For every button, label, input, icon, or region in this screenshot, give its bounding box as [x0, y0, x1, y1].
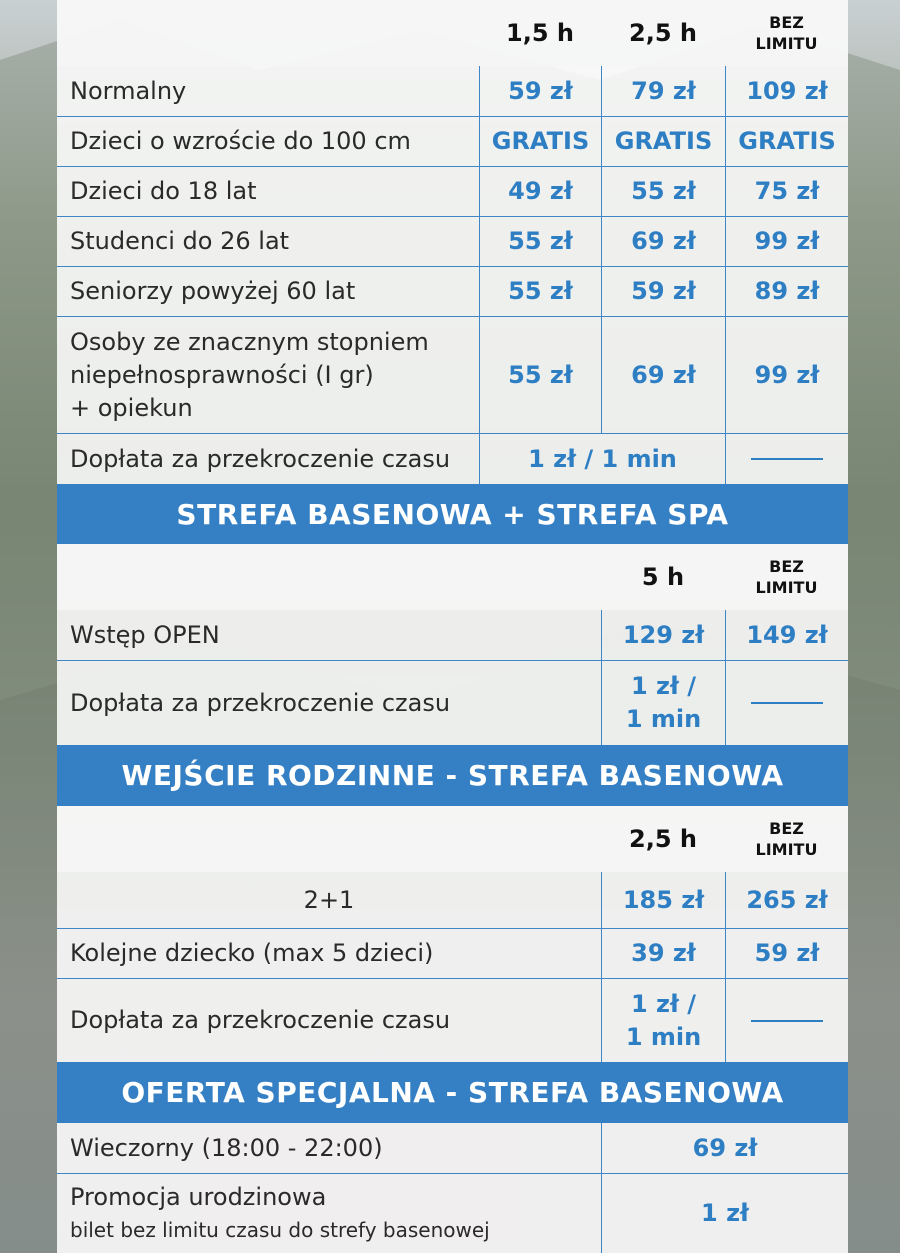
section3-header-row — [57, 806, 848, 872]
price-cell: 55 zł — [479, 267, 601, 316]
price-cell: 69 zł — [601, 1123, 848, 1173]
price-cell: 185 zł — [601, 872, 725, 928]
row-label: Seniorzy powyżej 60 lat — [70, 277, 356, 305]
row-label: Kolejne dziecko (max 5 dzieci) — [70, 939, 434, 967]
price-cell: 75 zł — [725, 167, 848, 216]
price-cell: 59 zł — [601, 267, 725, 316]
section2-header-row — [57, 544, 848, 610]
row-label: Wstęp OPEN — [70, 620, 220, 649]
header-no-limit: BEZ LIMITU — [755, 819, 818, 859]
price-cell: 109 zł — [725, 66, 848, 116]
price-cell: 69 zł — [601, 317, 725, 433]
price-cell: 99 zł — [725, 217, 848, 266]
row-label: Studenci do 26 lat — [70, 227, 290, 255]
surcharge-value: 1 zł / 1 min — [601, 979, 725, 1062]
table-row — [57, 117, 848, 166]
price-cell: 265 zł — [725, 872, 848, 928]
row-label: 2+1 — [303, 885, 355, 914]
header-2-5h: 2,5 h — [629, 19, 697, 47]
surcharge-row — [57, 661, 848, 745]
table-row — [57, 217, 848, 266]
row-label: Dzieci do 18 lat — [70, 177, 257, 205]
price-cell: 55 zł — [601, 167, 725, 216]
surcharge-value: 1 zł / 1 min — [479, 434, 725, 484]
header-1-5h: 1,5 h — [506, 19, 574, 47]
no-value-dash — [725, 979, 848, 1062]
table-row — [57, 66, 848, 116]
table-row — [57, 872, 848, 928]
row-sublabel: bilet bez limitu czasu do strefy basenowej — [70, 1217, 490, 1242]
no-value-dash — [725, 434, 848, 484]
row-label: Osoby ze znacznym stopniem niepełnosprawności (I gr) + opiekun — [70, 327, 429, 422]
price-cell: 55 zł — [479, 217, 601, 266]
table-row — [57, 1174, 848, 1253]
price-cell: 49 zł — [479, 167, 601, 216]
surcharge-value: 1 zł / 1 min — [601, 661, 725, 745]
table-row — [57, 167, 848, 216]
row-label: Dzieci o wzroście do 100 cm — [70, 127, 411, 155]
price-cell: GRATIS — [725, 117, 848, 166]
table-row — [57, 317, 848, 433]
surcharge-row — [57, 434, 848, 484]
price-cell: 55 zł — [479, 317, 601, 433]
header-no-limit: BEZ LIMITU — [755, 557, 818, 597]
price-cell: GRATIS — [479, 117, 601, 166]
row-label: Normalny — [70, 76, 187, 105]
price-cell: 59 zł — [725, 929, 848, 978]
table-row — [57, 1123, 848, 1173]
header-2-5h: 2,5 h — [629, 825, 697, 853]
price-cell: 69 zł — [601, 217, 725, 266]
no-value-dash — [725, 661, 848, 745]
price-cell: 89 zł — [725, 267, 848, 316]
section1-header-row — [57, 0, 848, 66]
table-row — [57, 929, 848, 978]
row-label: Wieczorny (18:00 - 22:00) — [70, 1133, 383, 1162]
surcharge-row — [57, 979, 848, 1062]
price-cell: 59 zł — [479, 66, 601, 116]
price-cell: GRATIS — [601, 117, 725, 166]
header-5h: 5 h — [641, 563, 685, 591]
price-cell: 39 zł — [601, 929, 725, 978]
price-cell: 1 zł — [601, 1174, 848, 1253]
price-cell: 99 zł — [725, 317, 848, 433]
table-row — [57, 610, 848, 660]
row-label: Dopłata za przekroczenie czasu — [70, 688, 451, 717]
price-cell: 129 zł — [601, 610, 725, 660]
row-label: Promocja urodzinowa bilet bez limitu czasu do strefy basenowej — [57, 1174, 601, 1253]
price-cell: 79 zł — [601, 66, 725, 116]
table-row — [57, 267, 848, 316]
section4-title: OFERTA SPECJALNA - STREFA BASENOWA — [57, 1062, 848, 1123]
row-label: Dopłata za przekroczenie czasu — [70, 1006, 451, 1034]
header-no-limit: BEZ LIMITU — [755, 13, 818, 53]
price-cell: 149 zł — [725, 610, 848, 660]
section2-title: STREFA BASENOWA + STREFA SPA — [57, 484, 848, 544]
row-label: Dopłata za przekroczenie czasu — [70, 444, 451, 473]
section3-title: WEJŚCIE RODZINNE - STREFA BASENOWA — [57, 745, 848, 806]
